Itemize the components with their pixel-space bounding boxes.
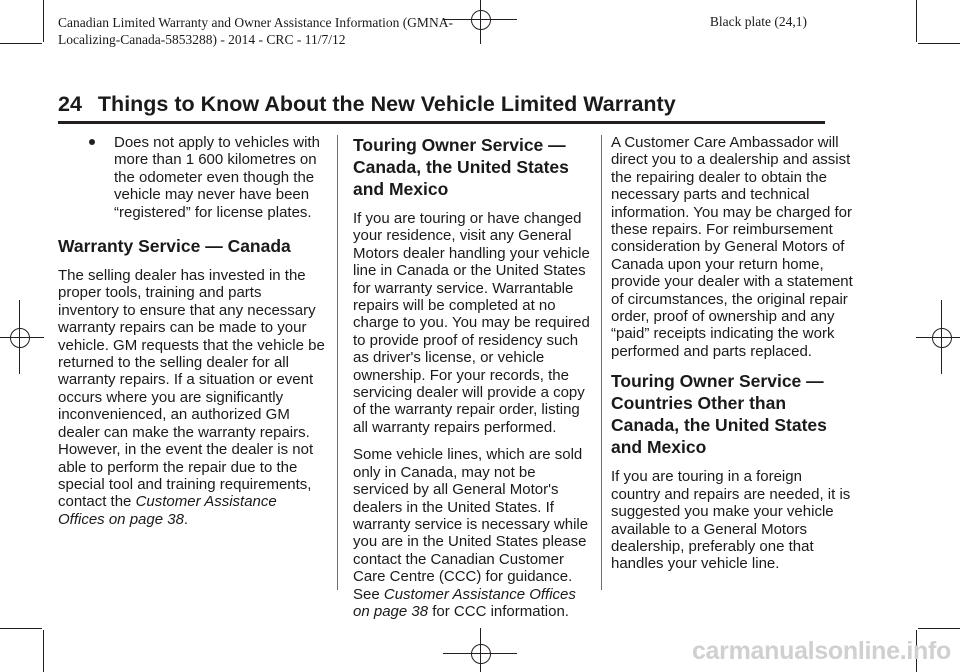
document-meta bbox=[58, 14, 453, 48]
meta-line-1: Canadian Limited Warranty and Owner Assistance Information (GMNA- bbox=[58, 15, 453, 30]
heading-touring-other-countries: Touring Owner Service — Countries Other than Canada, the United States and Mexico bbox=[611, 371, 827, 458]
header-rule bbox=[58, 121, 825, 124]
paragraph-ambassador: A Customer Care Ambassador will direct you to a dealership and assist the repairing dealer to obtain the necessary parts and technical information. You may be charged for these repairs. For reimbursement consideration by General Motors of Canada upon your return home, provide your dealer with a statement of circumstances, the original repair order, proof of ownership and any “paid” receipts indicating the work performed and parts replaced. bbox=[611, 134, 853, 360]
crop-mark bbox=[0, 43, 42, 44]
registration-mark-right bbox=[916, 300, 960, 374]
page-title: Things to Know About the New Vehicle Limited Warranty bbox=[97, 92, 676, 116]
crop-mark bbox=[918, 43, 960, 44]
column-divider bbox=[337, 135, 338, 590]
crop-mark bbox=[916, 0, 917, 42]
paragraph-end: . bbox=[183, 510, 189, 528]
cross-reference-link[interactable]: Customer Assistance Offices on page 38 bbox=[58, 493, 277, 528]
paragraph-foreign-touring: If you are touring in a foreign country and repairs are needed, it is suggested you make your vehicle available to a General Motors dealership, preferably one that handles your vehicle line. bbox=[611, 468, 851, 573]
paragraph-text: The selling dealer has invested in the proper tools, training and parts inventory to ensure that any necessary warranty repairs can be made to your vehicle. GM requests that the vehicle be returned to the selling dealer for all warranty repairs. If a situation or event occurs where you are significantly inconvenienced, an authorized GM dealer can make the warranty repairs. However, in the event the dealer is not able to perform the repair due to the special tool and training requirements, contact the bbox=[58, 267, 325, 511]
paragraph-warranty-service bbox=[58, 267, 326, 528]
column-3 bbox=[611, 134, 855, 583]
crop-mark bbox=[0, 628, 42, 629]
column-2 bbox=[353, 134, 593, 630]
paragraph-touring-2 bbox=[353, 446, 593, 620]
meta-line-2: Localizing-Canada-5853288) - 2014 - CRC - 11/7/12 bbox=[58, 32, 346, 47]
crop-mark bbox=[918, 628, 960, 629]
paragraph-end: for CCC information. bbox=[432, 602, 569, 620]
cross-reference-link[interactable]: Customer Assistance Offices on page 38 bbox=[353, 585, 576, 620]
registration-mark-left bbox=[0, 300, 44, 374]
plate-label: Black plate (24,1) bbox=[709, 14, 807, 29]
crop-mark bbox=[43, 630, 44, 672]
heading-warranty-service: Warranty Service — Canada bbox=[58, 236, 291, 257]
crop-mark bbox=[43, 0, 44, 42]
bullet-item bbox=[58, 134, 326, 221]
paragraph-touring-1: If you are touring or have changed your residence, visit any General Motors dealer handling your vehicle line in Canada or the United States for warranty service. Warrantable repairs will be completed at no charge to you. You may be required to provide proof of residency such as driver's license, or vehicle ownership. For your records, the servicing dealer will provide a copy of the warranty repair order, listing all warranty repairs performed. bbox=[353, 210, 590, 436]
registration-mark-top bbox=[443, 0, 517, 44]
bullet-text: Does not apply to vehicles with more than 1 600 kilometres on the odometer even though the vehicle may never have been “registered” for license plates. bbox=[114, 134, 320, 221]
watermark: carmanualsonline.info bbox=[691, 637, 951, 665]
page-header bbox=[58, 92, 676, 117]
page-number: 24 bbox=[58, 92, 82, 116]
heading-touring-north-america: Touring Owner Service — Canada, the United States and Mexico bbox=[353, 135, 569, 199]
registration-mark-bottom bbox=[443, 628, 517, 672]
column-1 bbox=[58, 134, 326, 538]
bullet-dot-icon bbox=[89, 139, 95, 145]
paragraph-text: Some vehicle lines, which are sold only in Canada, may not be serviced by all General Motor's dealers in the United States. If warranty service is necessary while you are in the United States please contact the Canadian Customer Care Centre (CCC) for guidance. See bbox=[353, 446, 589, 603]
column-divider bbox=[601, 135, 602, 590]
